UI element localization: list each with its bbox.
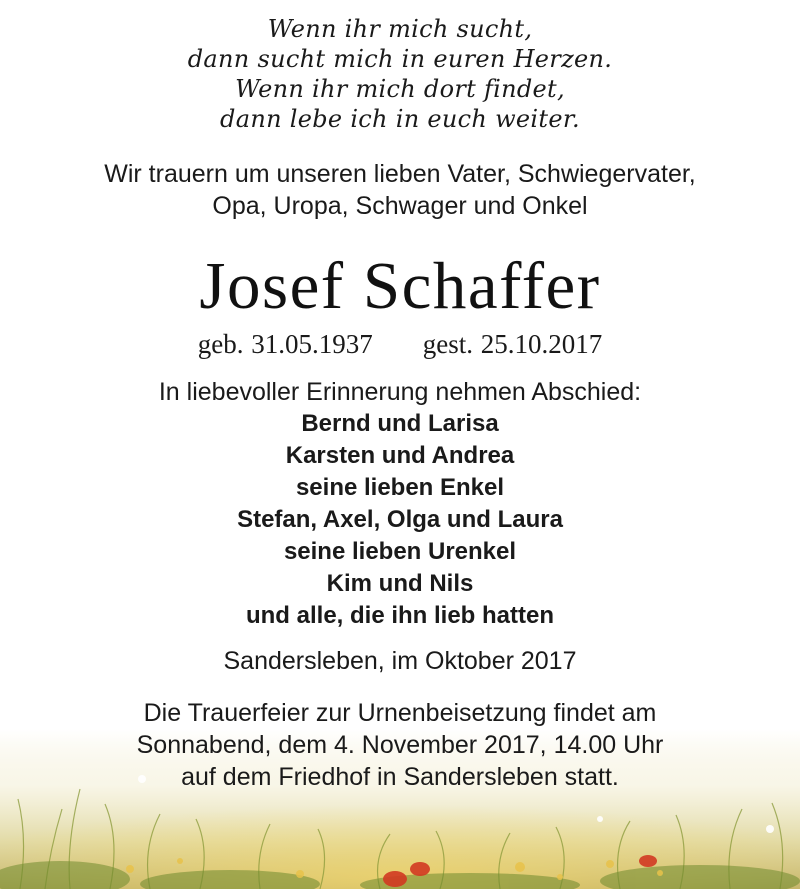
funeral-line: Die Trauerfeier zur Urnenbeisetzung findet am bbox=[143, 699, 657, 727]
mourner-line: und alle, die ihn lieb hatten bbox=[245, 602, 555, 629]
poem-line: Wenn ihr mich sucht, bbox=[267, 15, 533, 43]
mourner-line: seine lieben Enkel bbox=[295, 474, 505, 501]
intro-line: Opa, Uropa, Schwager und Onkel bbox=[212, 192, 588, 220]
funeral-line: auf dem Friedhof in Sandersleben statt. bbox=[181, 763, 619, 791]
funeral-line: Sonnabend, dem 4. November 2017, 14.00 Uhr bbox=[136, 731, 664, 759]
poem-line: Wenn ihr mich dort findet, bbox=[235, 75, 565, 103]
birth-date: geb. 31.05.1937 bbox=[197, 329, 373, 359]
poem-line: dann sucht mich in euren Herzen. bbox=[187, 45, 613, 73]
intro-line: Wir trauern um unseren lieben Vater, Schwiegervater, bbox=[104, 160, 696, 188]
place-and-date: Sandersleben, im Oktober 2017 bbox=[223, 647, 577, 675]
mourners-section bbox=[0, 376, 800, 632]
funeral-info bbox=[0, 697, 800, 793]
deceased-name: Josef Schaffer bbox=[199, 249, 601, 323]
poem bbox=[0, 14, 800, 134]
mourner-line: Stefan, Axel, Olga und Laura bbox=[237, 506, 563, 533]
life-dates bbox=[0, 327, 800, 361]
death-date: gest. 25.10.2017 bbox=[422, 329, 603, 359]
mourners-heading: In liebevoller Erinnerung nehmen Abschied: bbox=[158, 378, 642, 406]
mourner-line: Bernd und Larisa bbox=[301, 410, 499, 437]
poem-line: dann lebe ich in euch weiter. bbox=[220, 105, 580, 133]
mourner-line: seine lieben Urenkel bbox=[283, 538, 517, 565]
mourner-line: Kim und Nils bbox=[326, 570, 474, 597]
intro-text bbox=[0, 158, 800, 222]
mourner-line: Karsten und Andrea bbox=[285, 442, 515, 469]
